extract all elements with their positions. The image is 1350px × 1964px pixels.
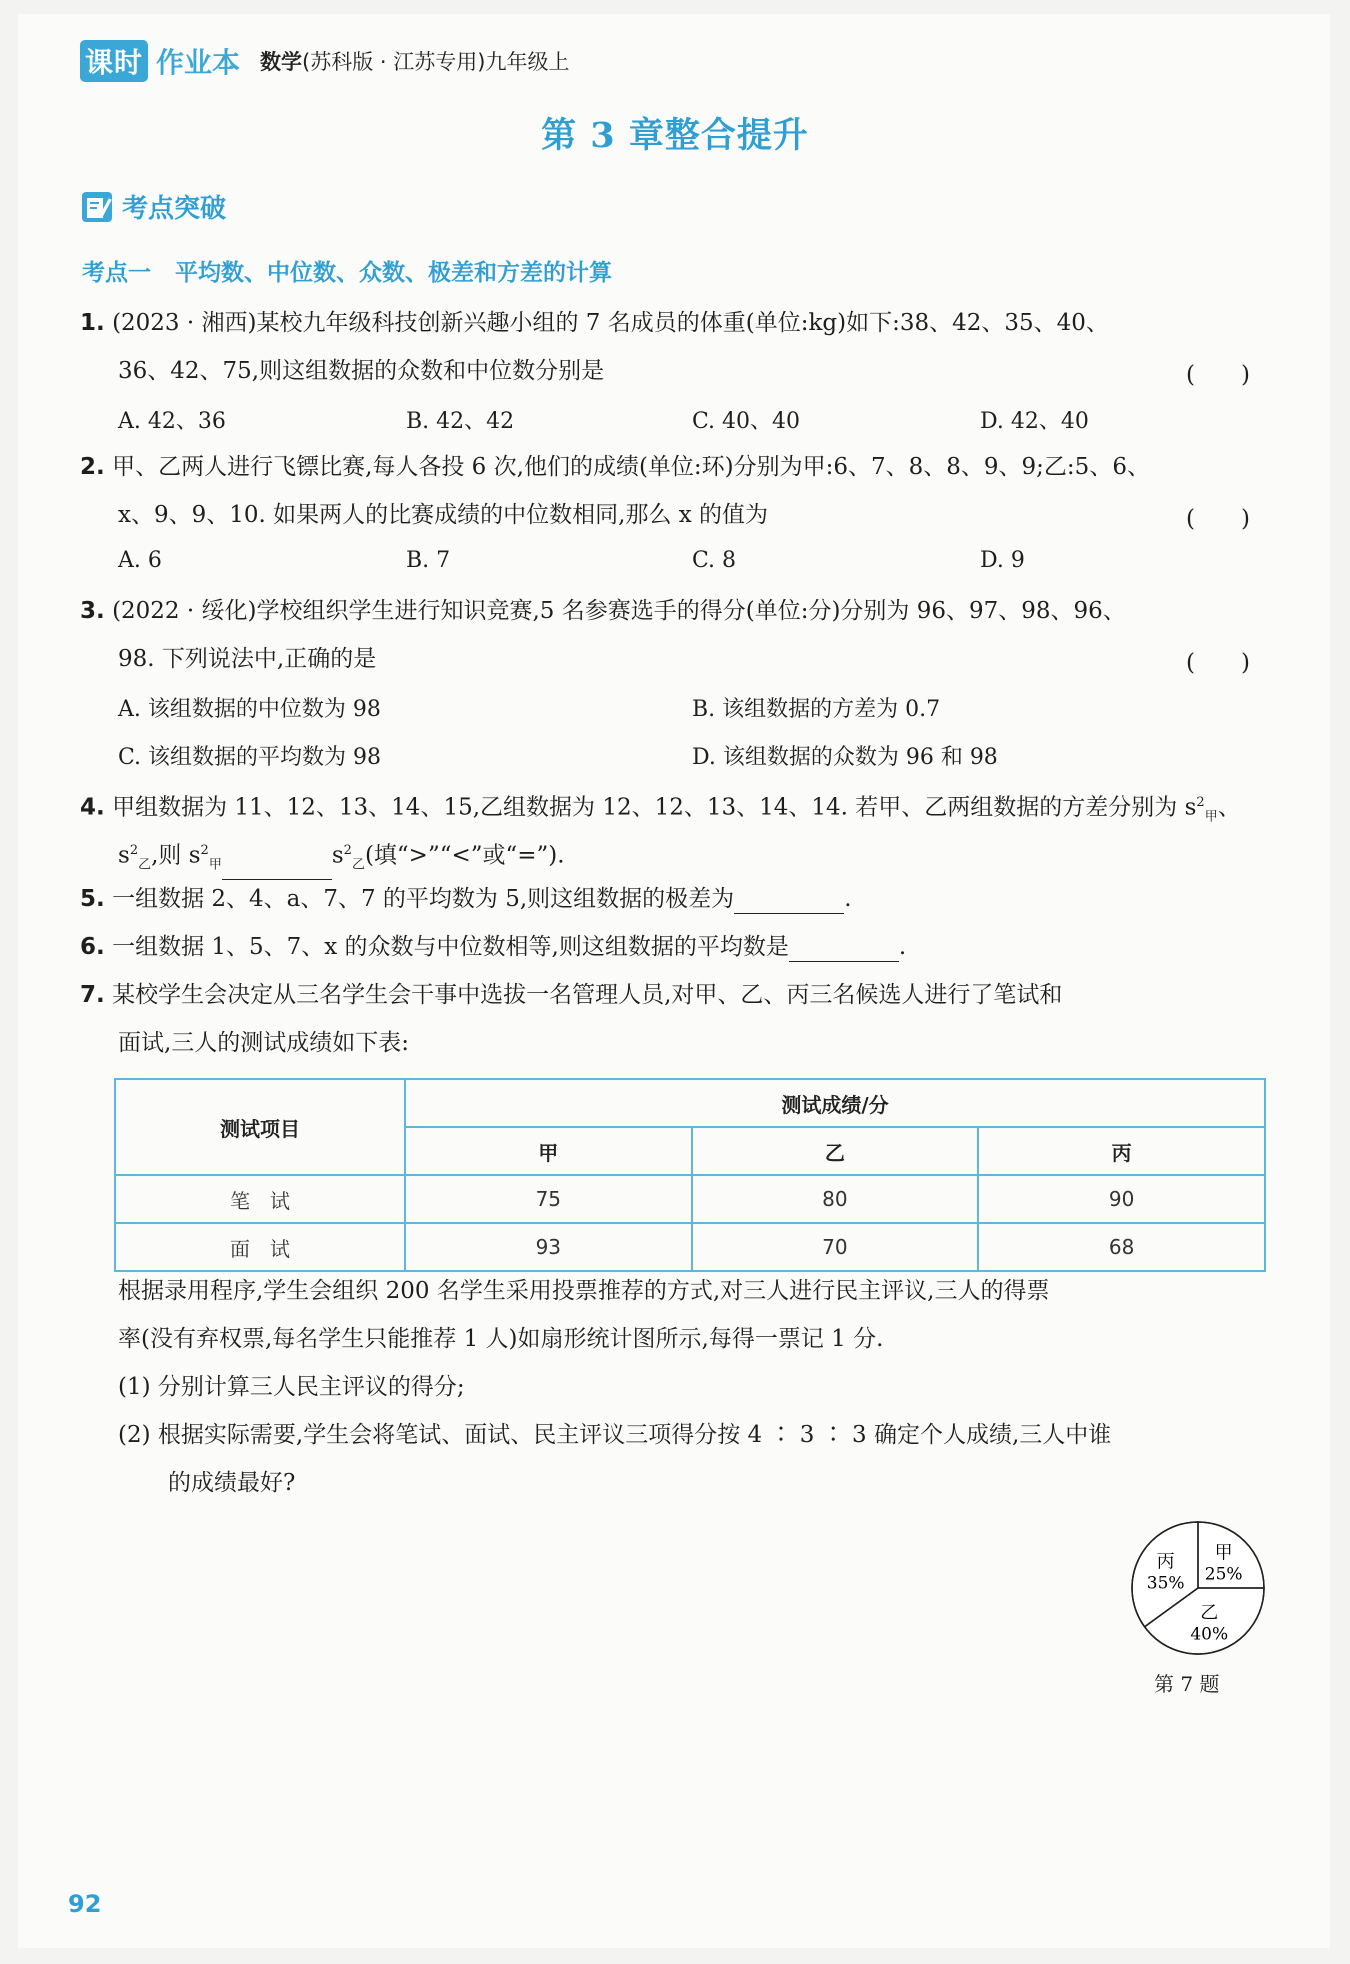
pie-slice-percent: 35%: [1146, 1573, 1185, 1594]
option-b: B. 42、42: [406, 409, 515, 434]
answer-paren: ( ): [1186, 650, 1250, 676]
question-number: 7.: [80, 982, 105, 1008]
option-c: C. 该组数据的平均数为 98: [118, 745, 382, 770]
pie-slice-percent: 40%: [1190, 1624, 1229, 1645]
question-7-line-1: [80, 980, 1062, 1010]
question-text: 、: [1217, 794, 1241, 821]
pie-chart-svg: [1128, 1518, 1268, 1658]
table-cell: 70: [692, 1223, 979, 1271]
pie-slice-label: 乙: [1200, 1602, 1219, 1624]
section-label: 考点突破: [122, 194, 227, 224]
pencil-book-icon: [80, 190, 114, 224]
question-7-sub-1: (1) 分别计算三人民主评议的得分;: [118, 1374, 465, 1400]
book-subtitle: [260, 46, 569, 76]
score-table: [114, 1078, 1266, 1272]
question-7-sub-2-line-2: 的成绩最好?: [168, 1470, 296, 1496]
question-number: 5.: [80, 886, 105, 912]
table-cell: 68: [978, 1223, 1265, 1271]
pie-slice-percent: 25%: [1204, 1564, 1243, 1585]
table-corner-cell: 测试项目: [115, 1079, 405, 1175]
book-logo: [80, 39, 240, 83]
question-7-line-4: 率(没有弃权票,每名学生只能推荐 1 人)如扇形统计图所示,每得一票记 1 分.: [118, 1326, 884, 1352]
superscript: 2: [1196, 795, 1205, 810]
column-header: 丙: [978, 1127, 1265, 1175]
answer-blank[interactable]: [734, 889, 844, 914]
option-d: D. 9: [980, 548, 1025, 573]
page-number: 92: [68, 1890, 102, 1918]
question-text: s: [331, 842, 344, 869]
table-row: [115, 1175, 1265, 1223]
row-label: 笔 试: [115, 1175, 405, 1223]
question-2-line-2: x、9、9、10. 如果两人的比赛成绩的中位数相同,那么 x 的值为: [118, 502, 769, 528]
question-text: 一组数据 2、4、a、7、7 的平均数为 5,则这组数据的极差为: [112, 886, 735, 912]
answer-blank[interactable]: [789, 937, 899, 962]
subscript: 甲: [1204, 809, 1218, 825]
question-text: 甲组数据为 11、12、13、14、15,乙组数据为 12、12、13、14、14. 若甲、乙两组数据的方差分别为 s: [112, 794, 1197, 821]
topic-title: 平均数、中位数、众数、极差和方差的计算: [175, 260, 612, 286]
question-text: (2023 · 湘西)某校九年级科技创新兴趣小组的 7 名成员的体重(单位:kg)如下:38、42、35、40、: [112, 310, 1109, 336]
question-number: 2.: [80, 454, 105, 480]
topic-number: 考点一: [82, 260, 151, 286]
answer-blank[interactable]: [222, 855, 332, 880]
row-label: 面 试: [115, 1223, 405, 1271]
table-cell: 93: [405, 1223, 692, 1271]
option-a: A. 该组数据的中位数为 98: [118, 697, 381, 722]
question-text: 甲、乙两人进行飞镖比赛,每人各投 6 次,他们的成绩(单位:环)分别为甲:6、7、8、8、9、9;乙:5、6、: [112, 454, 1150, 480]
answer-paren: ( ): [1186, 362, 1250, 388]
logo-text: 作业本: [156, 46, 241, 79]
option-a: A. 6: [118, 548, 162, 573]
question-text: .: [898, 934, 907, 960]
question-4-line-1: [80, 788, 1241, 832]
table-cell: 75: [405, 1175, 692, 1223]
answer-paren: ( ): [1186, 506, 1250, 532]
option-a: A. 42、36: [118, 409, 226, 434]
question-6: [80, 932, 906, 962]
pie-slice-label: 丙: [1156, 1551, 1175, 1573]
question-7-line-2: 面试,三人的测试成绩如下表:: [118, 1030, 410, 1056]
option-c: C. 40、40: [692, 409, 801, 434]
pie-slice-label: 甲: [1214, 1542, 1233, 1564]
table-group-header: 测试成绩/分: [405, 1079, 1265, 1127]
section-heading: [80, 188, 226, 225]
question-text: ,则 s: [151, 842, 201, 869]
subscript: 乙: [351, 857, 365, 873]
question-2-line-1: [80, 452, 1150, 482]
subscript: 乙: [138, 857, 152, 873]
question-number: 4.: [80, 794, 105, 821]
subscript: 甲: [208, 857, 222, 873]
option-d: D. 42、40: [980, 409, 1089, 434]
question-number: 1.: [80, 310, 105, 336]
table-header-row: [115, 1079, 1265, 1127]
topic-heading: [82, 254, 636, 287]
question-text: 某校学生会决定从三名学生会干事中选拔一名管理人员,对甲、乙、丙三名候选人进行了笔试和: [112, 982, 1063, 1008]
question-number: 6.: [80, 934, 105, 960]
option-b: B. 7: [406, 548, 451, 573]
question-1-line-2: 36、42、75,则这组数据的众数和中位数分别是: [118, 358, 605, 384]
question-text: 一组数据 1、5、7、x 的众数与中位数相等,则这组数据的平均数是: [112, 934, 789, 960]
question-7-sub-2-line-1: (2) 根据实际需要,学生会将笔试、面试、民主评议三项得分按 4 ∶ 3 ∶ 3 确定个人成绩,三人中谁: [118, 1422, 1112, 1448]
column-header: 乙: [692, 1127, 979, 1175]
subject: 数学: [260, 50, 303, 74]
pie-caption: 第 7 题: [1154, 1672, 1220, 1696]
question-7-line-3: 根据录用程序,学生会组织 200 名学生采用投票推荐的方式,对三人进行民主评议,三人的得票: [118, 1278, 1050, 1304]
logo-badge: 课时: [80, 40, 148, 82]
question-number: 3.: [80, 598, 105, 624]
question-3-line-2: 98. 下列说法中,正确的是: [118, 646, 377, 672]
superscript: 2: [200, 843, 209, 858]
question-4-line-2: [118, 836, 565, 880]
question-text: (2022 · 绥化)学校组织学生进行知识竞赛,5 名参赛选手的得分(单位:分)分别为 96、97、98、96、: [112, 598, 1126, 624]
superscript: 2: [343, 843, 352, 858]
option-c: C. 8: [692, 548, 737, 573]
question-text: (填“>”“<”或“=”).: [364, 842, 565, 869]
chapter-title: 第 3 章整合提升: [541, 115, 809, 156]
table-cell: 80: [692, 1175, 979, 1223]
table-cell: 90: [978, 1175, 1265, 1223]
question-5: [80, 884, 852, 914]
question-text: .: [844, 886, 852, 912]
option-d: D. 该组数据的众数为 96 和 98: [692, 745, 998, 770]
pie-chart: [1128, 1518, 1268, 1658]
column-header: 甲: [405, 1127, 692, 1175]
table-row: [115, 1223, 1265, 1271]
book-header: [80, 38, 569, 84]
option-b: B. 该组数据的方差为 0.7: [692, 697, 941, 722]
question-3-line-1: [80, 596, 1126, 626]
superscript: 2: [129, 843, 139, 858]
edition: (苏科版 · 江苏专用)九年级上: [302, 50, 570, 74]
question-1-line-1: [80, 308, 1109, 338]
question-text: s: [118, 842, 130, 869]
